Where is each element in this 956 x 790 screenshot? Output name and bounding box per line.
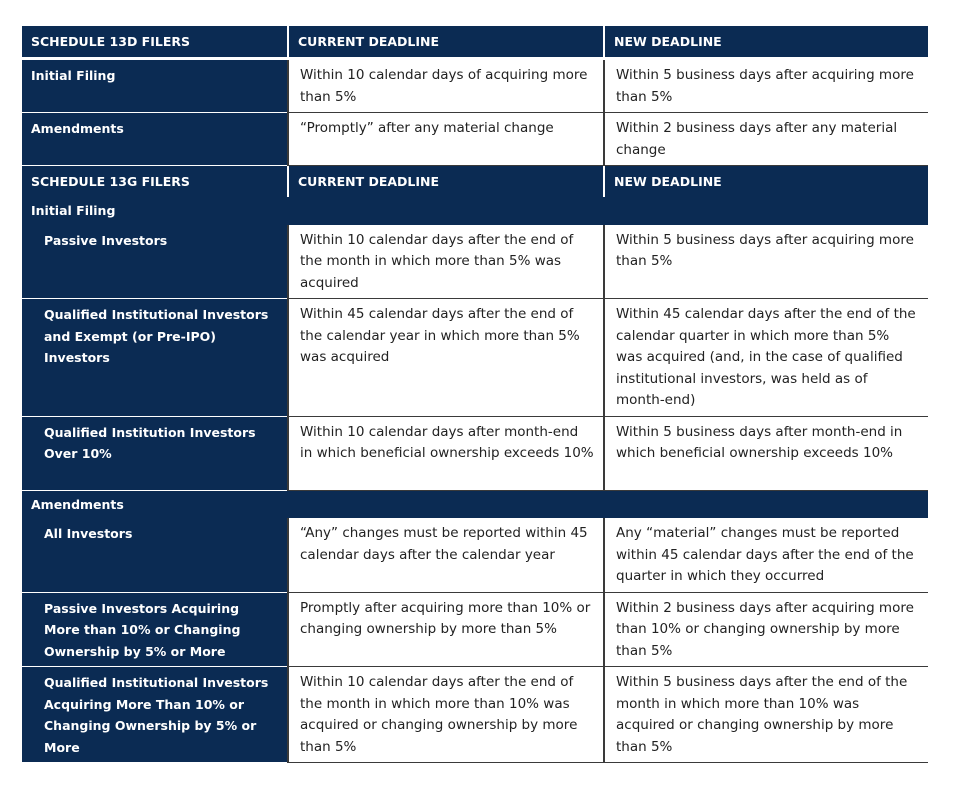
row-label: Initial Filing <box>22 60 288 113</box>
header-current-deadline: CURRENT DEADLINE <box>288 26 604 57</box>
current-deadline-cell: “Promptly” after any material change <box>288 113 604 166</box>
header-13d-filers: SCHEDULE 13D FILERS <box>22 26 288 57</box>
section-row-initial-filing <box>22 197 928 225</box>
new-deadline-cell: Within 5 business days after acquiring more than 5% <box>604 60 928 113</box>
new-deadline-cell: Within 5 business days after month-end in which beneficial ownership exceeds 10% <box>604 416 928 490</box>
current-deadline-cell: “Any” changes must be reported within 45 calendar days after the calendar year <box>288 518 604 592</box>
table-row <box>22 667 928 763</box>
new-deadline-cell: Within 5 business days after acquiring more than 5% <box>604 225 928 299</box>
current-deadline-cell: Within 10 calendar days after the end of the month in which more than 10% was acquired or changing ownership by more than 5% <box>288 667 604 763</box>
current-deadline-cell: Within 10 calendar days after the end of the month in which more than 5% was acquired <box>288 225 604 299</box>
current-deadline-cell: Within 10 calendar days after month-end in which beneficial ownership exceeds 10% <box>288 416 604 490</box>
row-label: Qualified Institutional Investors Acquiring More Than 10% or Changing Ownership by 5% or More <box>22 667 288 763</box>
section-title: Amendments <box>22 490 928 518</box>
header-current-deadline: CURRENT DEADLINE <box>288 166 604 197</box>
new-deadline-cell: Any “material” changes must be reported within 45 calendar days after the end of the quarter in which they occurred <box>604 518 928 592</box>
current-deadline-cell: Within 10 calendar days of acquiring more than 5% <box>288 60 604 113</box>
table-row <box>22 416 928 490</box>
header-13g-filers: SCHEDULE 13G FILERS <box>22 166 288 197</box>
new-deadline-cell: Within 5 business days after the end of the month in which more than 10% was acquired or changing ownership by more than 5% <box>604 667 928 763</box>
row-label: Qualified Institution Investors Over 10% <box>22 416 288 490</box>
section-title: Initial Filing <box>22 197 928 225</box>
header-new-deadline: NEW DEADLINE <box>604 166 928 197</box>
table-row <box>22 225 928 299</box>
new-deadline-cell: Within 2 business days after acquiring more than 10% or changing ownership by more than 5% <box>604 592 928 667</box>
row-label: All Investors <box>22 518 288 592</box>
current-deadline-cell: Promptly after acquiring more than 10% or changing ownership by more than 5% <box>288 592 604 667</box>
table-row <box>22 592 928 667</box>
table-row <box>22 518 928 592</box>
new-deadline-cell: Within 2 business days after any material change <box>604 113 928 166</box>
header-row-13g <box>22 166 928 197</box>
row-label: Passive Investors <box>22 225 288 299</box>
deadline-comparison-table <box>22 26 928 763</box>
new-deadline-cell: Within 45 calendar days after the end of the calendar quarter in which more than 5% was acquired (and, in the case of qualified institutional investors, was held as of month-end) <box>604 299 928 417</box>
table-row <box>22 299 928 417</box>
table-row <box>22 60 928 113</box>
current-deadline-cell: Within 45 calendar days after the end of the calendar year in which more than 5% was acquired <box>288 299 604 417</box>
header-row-13d <box>22 26 928 57</box>
row-label: Passive Investors Acquiring More than 10% or Changing Ownership by 5% or More <box>22 592 288 667</box>
section-row-amendments <box>22 490 928 518</box>
row-label: Qualified Institutional Investors and Exempt (or Pre-IPO) Investors <box>22 299 288 417</box>
row-label: Amendments <box>22 113 288 166</box>
table-row <box>22 113 928 166</box>
header-new-deadline: NEW DEADLINE <box>604 26 928 57</box>
